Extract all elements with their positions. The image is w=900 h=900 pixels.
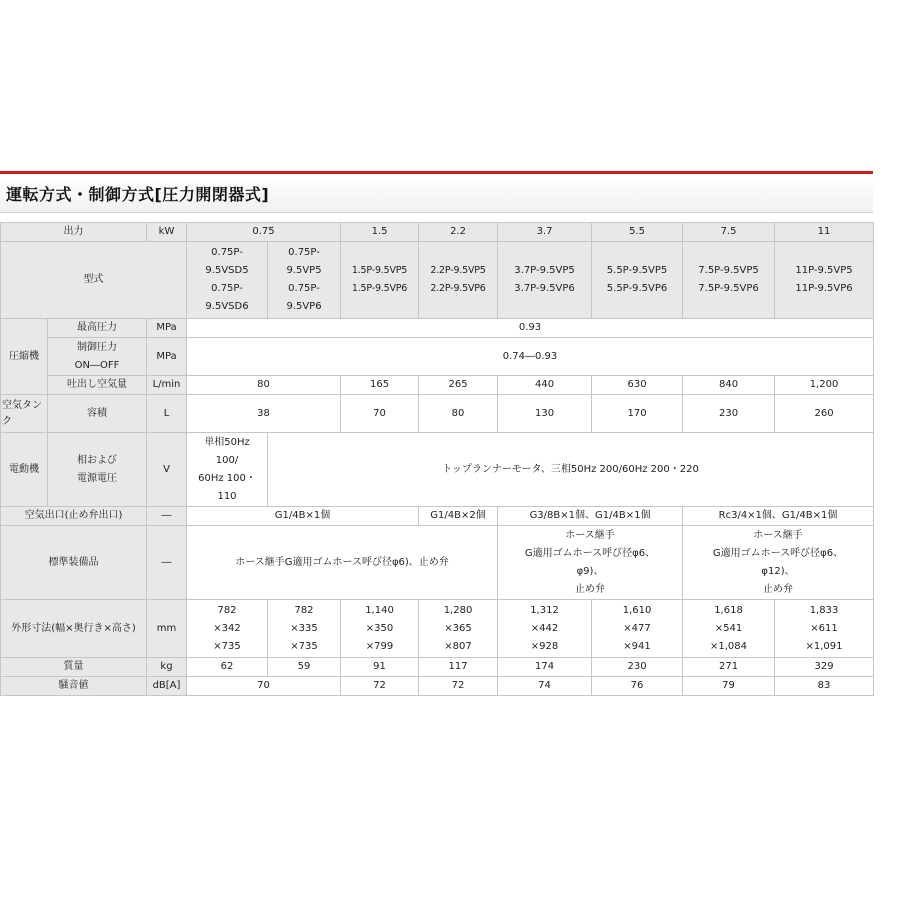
value-noise: 74 bbox=[498, 677, 592, 696]
value-noise: 83 bbox=[775, 677, 874, 696]
value-tank: 260 bbox=[775, 395, 874, 433]
dim-line: ×365 bbox=[444, 622, 472, 634]
model-line: 11P-9.5VP6 bbox=[795, 283, 853, 294]
value-motor-three-phase: トップランナーモータ、三相50Hz 200/60Hz 200・220 bbox=[268, 433, 874, 507]
label-line: 制御圧力 bbox=[77, 341, 117, 353]
value-mass: 117 bbox=[419, 658, 498, 677]
dim-line: ×1,084 bbox=[710, 640, 748, 652]
group-label-tank: 空気タンク bbox=[1, 395, 48, 433]
standard-line: ホース継手 bbox=[565, 529, 615, 541]
model-cell bbox=[592, 242, 683, 319]
model-line: 9.5VSD5 bbox=[205, 265, 249, 276]
value-mass: 91 bbox=[341, 658, 419, 677]
value-mass: 174 bbox=[498, 658, 592, 677]
unit-dba: dB[A] bbox=[147, 677, 187, 696]
model-line: 9.5VP6 bbox=[286, 301, 322, 312]
unit-volt: V bbox=[147, 433, 187, 507]
row-label-air-delivery: 吐出し空気量 bbox=[48, 376, 147, 395]
unit-none: ― bbox=[147, 526, 187, 600]
row-outlet bbox=[1, 507, 874, 526]
row-motor bbox=[1, 433, 874, 507]
value-dimensions bbox=[268, 600, 341, 658]
standard-line: ホース継手 bbox=[753, 529, 803, 541]
model-line: 5.5P-9.5VP6 bbox=[606, 283, 668, 294]
model-line: 1.5P-9.5VP6 bbox=[351, 283, 408, 294]
label-line: 電源電圧 bbox=[77, 472, 117, 484]
row-max-pressure bbox=[1, 319, 874, 338]
value-dimensions bbox=[419, 600, 498, 658]
dim-line: 1,312 bbox=[530, 604, 559, 616]
row-label-output: 出力 bbox=[1, 223, 147, 242]
row-standard-equipment bbox=[1, 526, 874, 600]
value-tank: 80 bbox=[419, 395, 498, 433]
output-col-3: 2.2 bbox=[419, 223, 498, 242]
dim-line: 782 bbox=[217, 604, 237, 616]
value-standard-a: ホース継手G適用ゴムホース呼び径φ6)、止め弁 bbox=[187, 526, 498, 600]
unit-none: ― bbox=[147, 507, 187, 526]
dim-line: ×941 bbox=[623, 640, 651, 652]
dim-line: 1,610 bbox=[622, 604, 652, 616]
value-mass: 230 bbox=[592, 658, 683, 677]
row-label-tank-volume: 容積 bbox=[48, 395, 147, 433]
value-air-delivery: 1,200 bbox=[775, 376, 874, 395]
model-line: 1.5P-9.5VP5 bbox=[351, 265, 408, 276]
dim-line: ×611 bbox=[810, 622, 838, 634]
row-label-max-pressure: 最高圧力 bbox=[48, 319, 147, 338]
value-mass: 59 bbox=[268, 658, 341, 677]
motor-line: 単相50Hz bbox=[204, 436, 250, 448]
value-noise: 76 bbox=[592, 677, 683, 696]
model-line: 7.5P-9.5VP6 bbox=[698, 283, 759, 294]
model-cell bbox=[498, 242, 592, 319]
value-outlet: Rc3/4×1個、G1/4B×1個 bbox=[683, 507, 874, 526]
value-dimensions bbox=[341, 600, 419, 658]
dim-line: ×807 bbox=[444, 640, 472, 652]
row-air-delivery bbox=[1, 376, 874, 395]
model-cell bbox=[775, 242, 874, 319]
value-tank: 70 bbox=[341, 395, 419, 433]
model-line: 0.75P- bbox=[211, 247, 243, 258]
value-dimensions bbox=[775, 600, 874, 658]
value-noise: 72 bbox=[419, 677, 498, 696]
value-dimensions bbox=[592, 600, 683, 658]
row-label-model: 型式 bbox=[1, 242, 187, 319]
value-mass: 329 bbox=[775, 658, 874, 677]
value-air-delivery: 265 bbox=[419, 376, 498, 395]
model-line: 0.75P- bbox=[288, 283, 320, 294]
dim-line: ×735 bbox=[213, 640, 241, 652]
value-mass: 62 bbox=[187, 658, 268, 677]
unit-l-per-min: L/min bbox=[147, 376, 187, 395]
model-line: 9.5VP5 bbox=[286, 265, 322, 276]
model-line: 7.5P-9.5VP5 bbox=[698, 265, 759, 276]
dim-line: ×799 bbox=[365, 640, 394, 652]
row-label-mass: 質量 bbox=[1, 658, 147, 677]
output-col-6: 7.5 bbox=[683, 223, 775, 242]
value-standard-b bbox=[498, 526, 683, 600]
model-line: 2.2P-9.5VP6 bbox=[430, 283, 486, 294]
model-cell bbox=[268, 242, 341, 319]
dim-line: ×335 bbox=[290, 622, 318, 634]
standard-line: G適用ゴムホース呼び径φ6、 bbox=[712, 547, 844, 559]
unit-liter: L bbox=[147, 395, 187, 433]
value-dimensions bbox=[683, 600, 775, 658]
value-air-delivery: 80 bbox=[187, 376, 341, 395]
dim-line: 1,140 bbox=[365, 604, 394, 616]
row-output bbox=[1, 223, 874, 242]
value-dimensions bbox=[187, 600, 268, 658]
value-outlet: G3/8B×1個、G1/4B×1個 bbox=[498, 507, 683, 526]
model-line: 5.5P-9.5VP5 bbox=[606, 265, 668, 276]
motor-line: 110 bbox=[217, 490, 237, 502]
dim-line: ×541 bbox=[714, 622, 743, 634]
row-mass bbox=[1, 658, 874, 677]
model-line: 3.7P-9.5VP6 bbox=[514, 283, 575, 294]
value-max-pressure: 0.93 bbox=[187, 319, 874, 338]
model-cell bbox=[341, 242, 419, 319]
value-air-delivery: 630 bbox=[592, 376, 683, 395]
dim-line: ×1,091 bbox=[805, 640, 843, 652]
dim-line: ×350 bbox=[365, 622, 394, 634]
dim-line: ×735 bbox=[290, 640, 318, 652]
value-tank: 130 bbox=[498, 395, 592, 433]
row-model bbox=[1, 242, 874, 319]
motor-line: 100/ bbox=[215, 454, 239, 466]
standard-line: 止め弁 bbox=[763, 583, 794, 595]
model-cell bbox=[683, 242, 775, 319]
row-noise bbox=[1, 677, 874, 696]
dim-line: ×342 bbox=[213, 622, 241, 634]
value-tank: 230 bbox=[683, 395, 775, 433]
value-air-delivery: 840 bbox=[683, 376, 775, 395]
dim-line: ×477 bbox=[623, 622, 651, 634]
motor-line: 60Hz 100・ bbox=[198, 472, 256, 484]
value-air-delivery: 440 bbox=[498, 376, 592, 395]
output-col-7: 11 bbox=[775, 223, 874, 242]
value-motor-single-phase bbox=[187, 433, 268, 507]
value-air-delivery: 165 bbox=[341, 376, 419, 395]
dim-line: 782 bbox=[294, 604, 314, 616]
row-label-motor bbox=[48, 433, 147, 507]
row-label-standard: 標準装備品 bbox=[1, 526, 147, 600]
value-tank: 170 bbox=[592, 395, 683, 433]
model-cell bbox=[187, 242, 268, 319]
unit-mpa: MPa bbox=[147, 319, 187, 338]
row-label-control-pressure bbox=[48, 338, 147, 376]
value-mass: 271 bbox=[683, 658, 775, 677]
value-outlet: G1/4B×2個 bbox=[419, 507, 498, 526]
value-tank: 38 bbox=[187, 395, 341, 433]
model-line: 3.7P-9.5VP5 bbox=[514, 265, 575, 276]
label-line: ON―OFF bbox=[74, 359, 120, 371]
value-control-pressure: 0.74―0.93 bbox=[187, 338, 874, 376]
output-col-5: 5.5 bbox=[592, 223, 683, 242]
value-noise: 79 bbox=[683, 677, 775, 696]
row-label-dimensions: 外形寸法(幅×奥行き×高さ) bbox=[1, 600, 147, 658]
standard-line: φ9)、 bbox=[576, 565, 604, 577]
label-line: 相および bbox=[77, 454, 117, 466]
spec-table bbox=[0, 222, 874, 696]
unit-mpa: MPa bbox=[147, 338, 187, 376]
model-line: 0.75P- bbox=[288, 247, 320, 258]
model-line: 11P-9.5VP5 bbox=[795, 265, 853, 276]
unit-mm: mm bbox=[147, 600, 187, 658]
row-tank bbox=[1, 395, 874, 433]
model-line: 2.2P-9.5VP5 bbox=[430, 265, 486, 276]
row-label-noise: 騒音値 bbox=[1, 677, 147, 696]
model-cell bbox=[419, 242, 498, 319]
standard-line: φ12)、 bbox=[761, 565, 795, 577]
output-col-1: 0.75 bbox=[187, 223, 341, 242]
value-standard-c bbox=[683, 526, 874, 600]
unit-kg: kg bbox=[147, 658, 187, 677]
dim-line: ×442 bbox=[530, 622, 559, 634]
output-col-4: 3.7 bbox=[498, 223, 592, 242]
group-label-motor: 電動機 bbox=[1, 433, 48, 507]
unit-kw: kW bbox=[147, 223, 187, 242]
dim-line: ×928 bbox=[530, 640, 559, 652]
section-title: 運転方式・制御方式[圧力開閉器式] bbox=[6, 185, 270, 204]
value-dimensions bbox=[498, 600, 592, 658]
section-header bbox=[0, 174, 873, 213]
value-outlet: G1/4B×1個 bbox=[187, 507, 419, 526]
value-noise: 70 bbox=[187, 677, 341, 696]
group-label-compressor: 圧縮機 bbox=[1, 319, 48, 395]
row-control-pressure bbox=[1, 338, 874, 376]
standard-line: 止め弁 bbox=[575, 583, 606, 595]
standard-line: G適用ゴムホース呼び径φ6、 bbox=[524, 547, 656, 559]
dim-line: 1,618 bbox=[714, 604, 743, 616]
output-col-2: 1.5 bbox=[341, 223, 419, 242]
row-dimensions bbox=[1, 600, 874, 658]
dim-line: 1,280 bbox=[443, 604, 473, 616]
value-noise: 72 bbox=[341, 677, 419, 696]
model-line: 9.5VSD6 bbox=[205, 301, 249, 312]
model-line: 0.75P- bbox=[211, 283, 243, 294]
row-label-outlet: 空気出口(止め弁出口) bbox=[1, 507, 147, 526]
dim-line: 1,833 bbox=[809, 604, 839, 616]
